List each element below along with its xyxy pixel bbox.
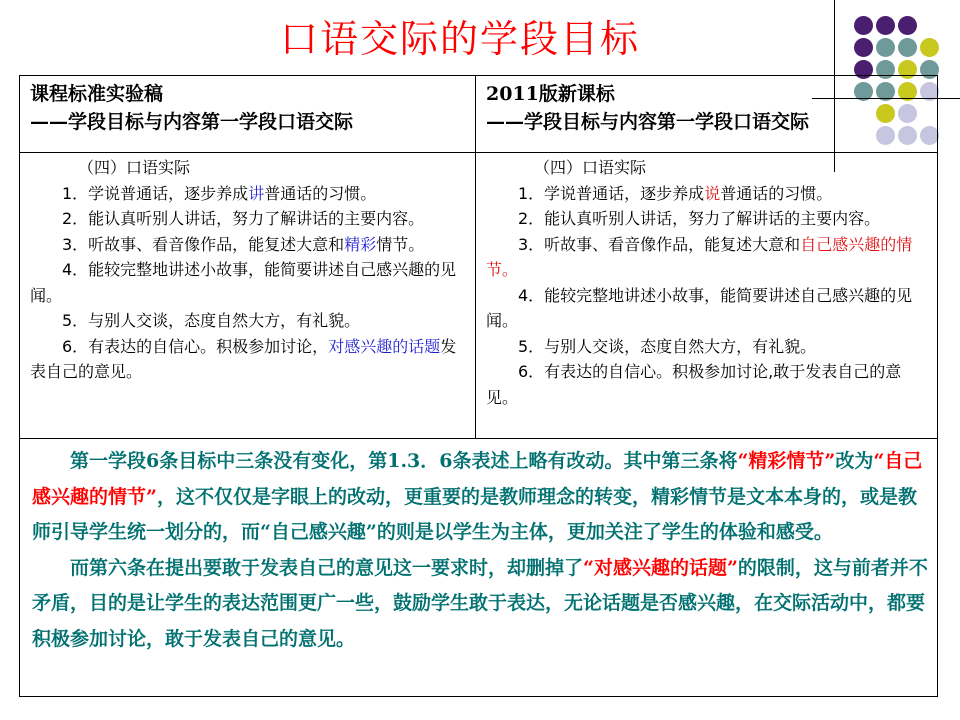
right-item-1 [486, 181, 933, 207]
left-header-subtitle: ——学段目标与内容第一学段口语交际 [30, 111, 354, 133]
right-section-heading: （四）口语实际 [534, 158, 647, 177]
left-item-1-highlight: 讲 [248, 183, 265, 203]
left-item-3-highlight: 精彩 [344, 234, 377, 254]
left-item-3 [30, 232, 471, 258]
left-item-2: 2．能认真听别人讲话，努力了解讲话的主要内容。 [62, 209, 425, 228]
left-item-3-text: 3．听故事、看音像作品，能复述大意和 [62, 234, 345, 254]
dot-olive [920, 38, 939, 57]
right-item-1-text-end: 普通话的习惯。 [720, 183, 833, 203]
left-header-cell [19, 75, 476, 153]
summary-p1-highlight-1: “精彩情节” [737, 450, 836, 472]
comparison-table [19, 75, 938, 697]
page-title: 口语交际的学段目标 [279, 17, 640, 61]
left-item-1-text: 1．学说普通话，逐步养成 [62, 183, 249, 203]
summary-p1-highlight-2: “自己感兴趣的情节” [32, 450, 923, 508]
right-header-cell [475, 75, 938, 153]
left-header-title: 课程标准实验稿 [30, 83, 164, 105]
summary-paragraph-2 [32, 551, 929, 658]
summary-p1-text: 第一学段6条目标中三条没有变化，第1.3．6条表述上略有改动。其中第三条将 [70, 450, 738, 472]
left-item-6 [30, 334, 471, 385]
left-body-cell [19, 152, 476, 439]
right-item-3-highlight: 自己感兴趣的情节。 [486, 234, 913, 279]
right-item-3-text: 3．听故事、看音像作品，能复述大意和 [518, 234, 801, 254]
left-item-1-text-end: 普通话的习惯。 [264, 183, 377, 203]
right-item-4: 4．能较完整地讲述小故事，能简要讲述自己感兴趣的见闻。 [486, 285, 913, 330]
left-item-6-text-end: 发表自己的意见。 [30, 336, 457, 381]
left-item-5: 5．与别人交谈，态度自然大方，有礼貌。 [62, 311, 361, 330]
summary-p1-text-2: 改为 [835, 450, 874, 472]
right-item-5: 5．与别人交谈，态度自然大方，有礼貌。 [518, 336, 817, 356]
summary-p1-text-3: ，这不仅仅是字眼上的改动，更重要的是教师理念的转变，精彩情节是文本本身的，或是教师引导学生统一划分的，而“自己感兴趣”的则是以学生为主体，更加关注了学生的体验和感受。 [32, 485, 917, 543]
right-item-1-highlight: 说 [704, 183, 721, 203]
right-item-6: 6．有表达的自信心。积极参加讨论,敢于发表自己的意见。 [486, 362, 902, 407]
summary-p2-highlight: “对感兴趣的话题” [583, 556, 738, 579]
left-section-heading: （四）口语实际 [78, 158, 191, 177]
summary-p2-text: 而第六条在提出要敢于发表自己的意见这一要求时，却删掉了 [70, 556, 584, 579]
left-item-4: 4．能较完整地讲述小故事，能简要讲述自己感兴趣的见闻。 [30, 260, 457, 305]
right-item-1-text: 1．学说普通话，逐步养成 [518, 183, 705, 203]
right-item-2: 2．能认真听别人讲话，努力了解讲话的主要内容。 [518, 209, 881, 228]
left-item-1 [30, 181, 471, 207]
left-item-6-highlight: 对感兴趣的话题 [328, 336, 441, 356]
summary-cell [19, 438, 938, 697]
left-item-3-text-end: 情节。 [376, 234, 425, 254]
right-item-3 [486, 232, 933, 283]
summary-paragraph-1 [32, 444, 929, 551]
right-header-title: 2011版新课标 [486, 83, 615, 105]
right-body-cell [475, 152, 938, 439]
left-item-6-text: 6．有表达的自信心。积极参加讨论， [62, 336, 329, 356]
right-header-subtitle: ——学段目标与内容第一学段口语交际 [486, 111, 810, 133]
summary-p2-text-2: 的限制，这与前者并不矛盾，目的是让学生的表达范围更广一些，鼓励学生敢于表达，无论话题是否感兴趣，在交际活动中，都要积极参加讨论，敢于发表自己的意见。 [32, 556, 928, 650]
